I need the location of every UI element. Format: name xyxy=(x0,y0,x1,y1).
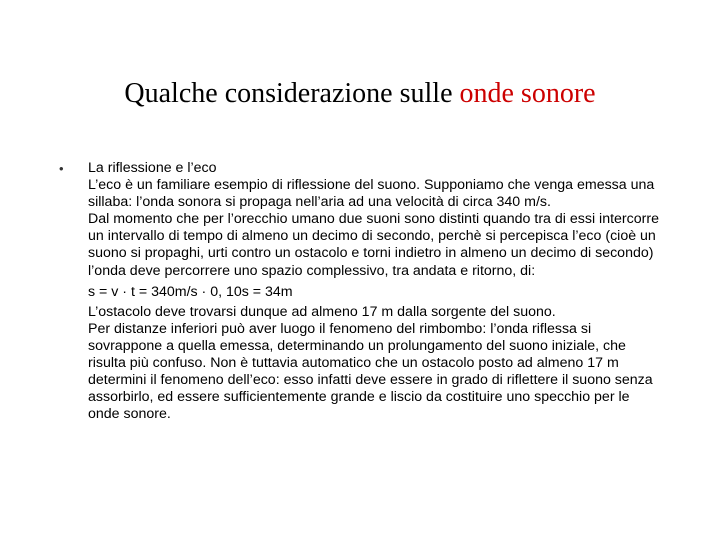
formula: s = v · t = 340m/s · 0, 10s = 34m xyxy=(88,283,293,300)
slide-title-text: Qualche considerazione sulle xyxy=(124,78,460,109)
paragraph-interval: Dal momento che per l’orecchio umano due suoni sono distinti quando tra di essi intercorre un intervallo di tempo di almeno un decimo di secondo, perchè si percepisca l’eco (cioè un suono si propaghi, urti contro un ostacolo e torni indietro in almeno un decimo di secondo) l’onda deve percorrere uno spazio complessivo, tra andata e ritorno, di: xyxy=(88,211,659,279)
paragraph-distance: L’ostacolo deve trovarsi dunque ad almeno 17 m dalla sorgente del suono. xyxy=(88,303,556,320)
bullet-content xyxy=(88,160,663,423)
slide-title xyxy=(0,78,720,110)
paragraph-rimbombo: Per distanze inferiori può aver luogo il fenomeno del rimbombo: l’onda riflessa si sovrappone a quella emessa, determinando un prolungamento del suono iniziale, che risulta più confuso. Non è tuttavia automatico che un ostacolo posto ad almeno 17 m determini il fenomeno dell’eco: esso infatti deve essere in grado di riflettere il suono senza assorbirlo, ed essere sufficientemente grande e liscio da costituire uno specchio per le onde sonore. xyxy=(88,320,653,423)
slide-title-accent: onde sonore xyxy=(459,78,596,109)
section-heading: La riflessione e l’eco xyxy=(88,160,217,176)
bullet-marker: • xyxy=(59,161,64,176)
paragraph-eco-intro: L’eco è un familiare esempio di riflessione del suono. Supponiamo che venga emessa una sillaba: l’onda sonora si propaga nell’aria ad una velocità di circa 340 m/s. xyxy=(88,177,655,211)
